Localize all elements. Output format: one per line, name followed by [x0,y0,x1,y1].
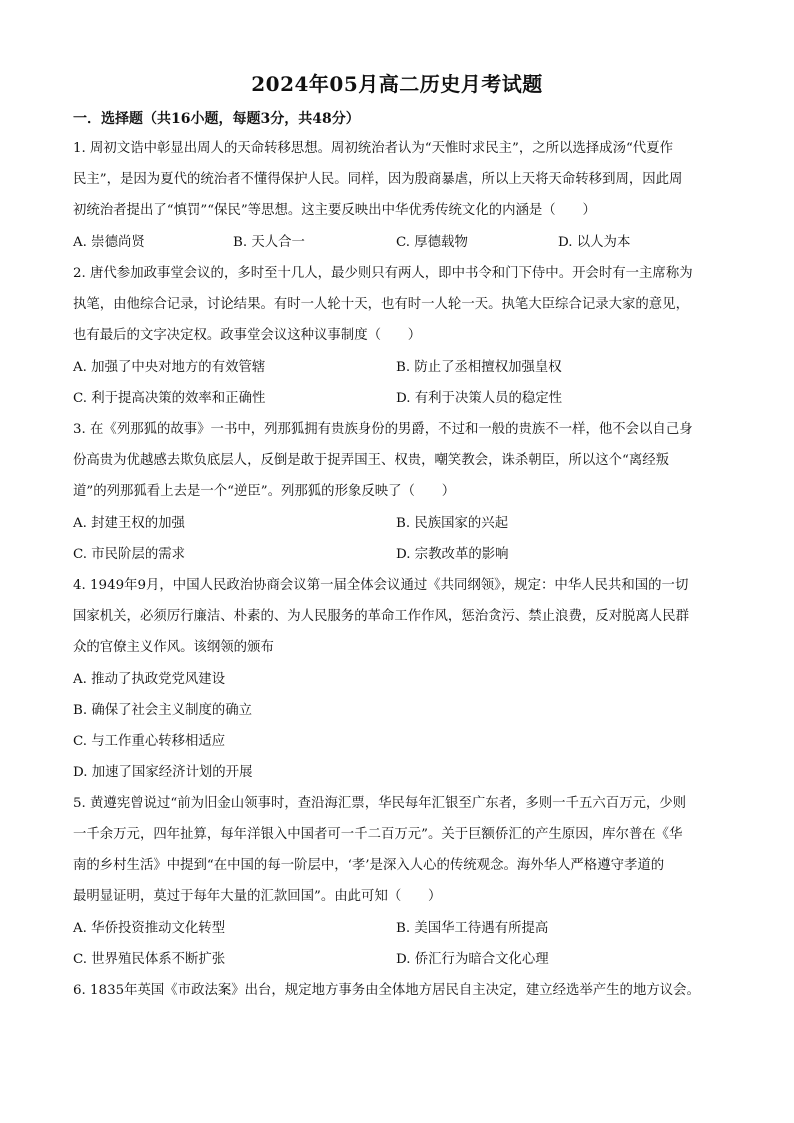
q3-option-a: A. 封建王权的加强 [73,516,185,531]
q4-option-d: D. 加速了国家经济计划的开展 [73,765,253,780]
q5-line: 一千余万元，四年扯算，每年洋银入中国者可一千二百万元”。关于巨额侨汇的产生原因，库尔普在《华 [73,827,683,842]
q1-option-a: A. 崇德尚贤 [73,235,145,250]
q2-line: 也有最后的文字决定权。政事堂会议这种议事制度（ ） [73,328,422,343]
q1-line: 民主”，是因为夏代的统治者不懂得保护人民。同样，因为殷商暴虐，所以上天将天命转移到周，因此周 [73,172,683,187]
q5-line: 最明显证明，莫过于每年大量的汇款回国”。由此可知（ ） [73,889,442,904]
q2-option-d: D. 有利于决策人员的稳定性 [396,391,563,406]
q5-line: 南的乡村生活》中提到“在中国的每一阶层中，‘孝’是深入人心的传统观念。海外华人严格遵守孝道的 [73,858,665,873]
q1-option-c: C. 厚德载物 [396,235,468,250]
q1-line: 初统治者提出了“慎罚”“保民”等思想。这主要反映出中华优秀传统文化的内涵是（ ） [73,203,596,218]
q2-line: 2. 唐代参加政事堂会议的，多时至十几人，最少则只有两人，即中书令和门下侍中。开会时有一主席称为 [73,266,693,281]
q4-line: 众的官僚主义作风。该纲领的颁布 [73,640,274,655]
q1-option-d: D. 以人为本 [558,235,631,250]
q1-line: 1. 周初文诰中彰显出周人的天命转移思想。周初统治者认为“天惟时求民主”，之所以选择成汤“代夏作 [73,141,673,156]
q5-option-a: A. 华侨投资推动文化转型 [73,921,226,936]
q4-line: 国家机关，必须厉行廉洁、朴素的、为人民服务的革命工作作风，惩治贪污、禁止浪费，反对脱离人民群 [73,609,689,624]
q3-line: 道”的列那狐看上去是一个“逆臣”。列那狐的形象反映了（ ） [73,484,456,499]
q4-option-b: B. 确保了社会主义制度的确立 [73,703,253,718]
q6-line: 6. 1835年英国《市政法案》出台，规定地方事务由全体地方居民自主决定，建立经选举产生的地方议会。 [73,983,700,998]
q1-option-b: B. 天人合一 [233,235,305,250]
q2-option-a: A. 加强了中央对地方的有效管辖 [73,360,266,375]
q5-option-d: D. 侨汇行为暗合文化心理 [396,952,549,967]
q4-line: 4. 1949年9月，中国人民政治协商会议第一届全体会议通过《共同纲领》，规定：中华人民共和国的一切 [73,578,689,593]
q3-option-b: B. 民族国家的兴起 [396,516,509,531]
q5-line: 5. 黄遵宪曾说过“前为旧金山领事时，查沿海汇票，华民每年汇银至广东者，多则一千五六百万元，少则 [73,796,687,811]
q3-option-d: D. 宗教改革的影响 [396,547,509,562]
q2-option-b: B. 防止了丞相擅权加强皇权 [396,360,562,375]
section-title: 一．选择题（共16小题，每题3分，共48分） [73,111,360,127]
q3-option-c: C. 市民阶层的需求 [73,547,186,562]
q5-option-c: C. 世界殖民体系不断扩张 [73,952,226,967]
q3-line: 3. 在《列那狐的故事》一书中，列那狐拥有贵族身份的男爵，不过和一般的贵族不一样，他不会以自己身 [73,422,693,437]
q3-line: 份高贵为优越感去欺负底层人，反倒是敢于捉弄国王、权贵，嘲笑教会，诛杀朝臣，所以这个“离经叛 [73,453,670,468]
page-title: 2024年05月高二历史月考试题 [251,72,543,96]
q5-option-b: B. 美国华工待遇有所提高 [396,921,549,936]
q4-option-a: A. 推动了执政党党风建设 [73,672,226,687]
q2-option-c: C. 利于提高决策的效率和正确性 [73,391,266,406]
q4-option-c: C. 与工作重心转移相适应 [73,734,226,749]
q2-line: 执笔，由他综合记录，讨论结果。有时一人轮十天，也有时一人轮一天。执笔大臣综合记录大家的意见， [73,297,689,312]
